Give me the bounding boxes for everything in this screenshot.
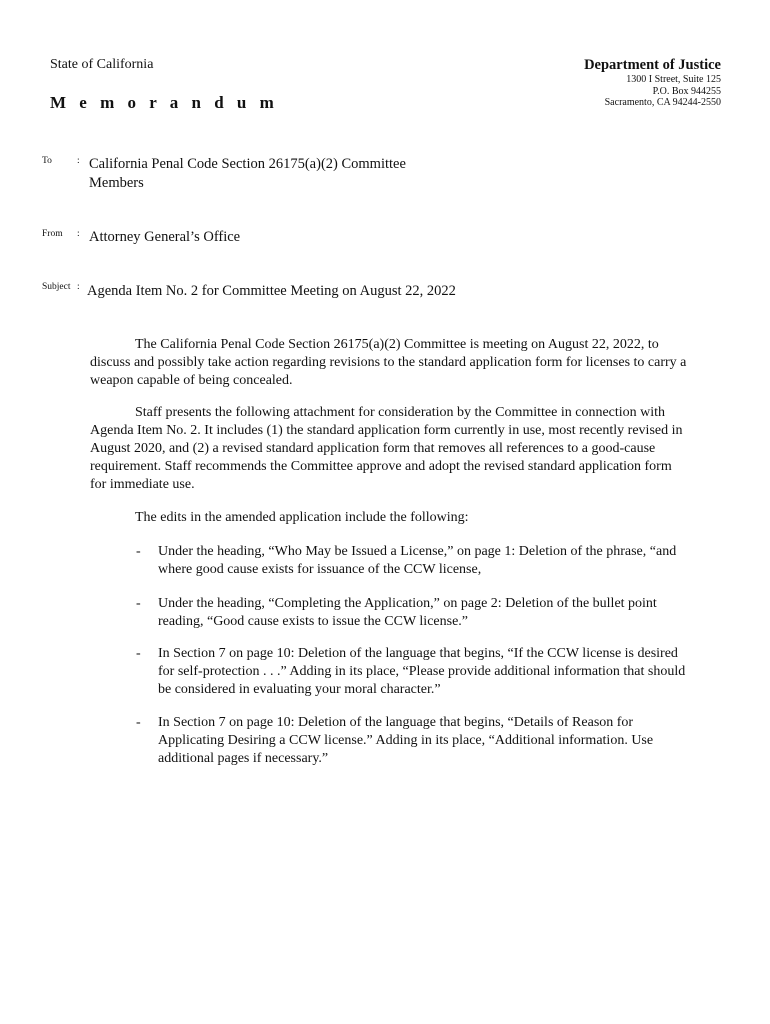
subject-value: Agenda Item No. 2 for Committee Meeting on August 22, 2022 xyxy=(87,283,456,299)
body-paragraph-1 xyxy=(90,336,688,390)
from-value: Attorney General’s Office xyxy=(89,229,241,245)
bullet-text: In Section 7 on page 10: Deletion of the language that begins, “Details of Reason for Applicating Desiring a CCW license.” Adding in its place, “Additional information. Use additional pages if necessary.” xyxy=(158,715,654,766)
bullet-dash: - xyxy=(136,596,141,611)
to-value: California Penal Code Section 26175(a)(2) Committee Members xyxy=(89,156,406,191)
from-label: From xyxy=(42,229,63,239)
subject-label: Subject xyxy=(42,282,71,292)
to-colon: : xyxy=(77,156,80,166)
list-item xyxy=(136,595,688,631)
memo-title: M e m o r a n d u m xyxy=(50,93,279,112)
body-paragraph-2 xyxy=(90,404,688,494)
paragraph-text: The California Penal Code Section 26175(a)(2) Committee is meeting on August 22, 2022, to discuss and possibly take action regarding revisions to the standard application form for licenses to carry a weapon capable of being concealed. xyxy=(90,337,687,388)
to-label: To xyxy=(42,156,52,166)
list-item xyxy=(136,645,688,699)
bullet-dash: - xyxy=(136,646,141,661)
bullet-text: Under the heading, “Who May be Issued a License,” on page 1: Deletion of the phrase, “and where good cause exists for issuance of the CCW license, xyxy=(158,544,677,577)
bullet-text: Under the heading, “Completing the Application,” on page 2: Deletion of the bullet point reading, “Good cause exists to issue the CCW license.” xyxy=(158,596,657,629)
paragraph-text: Staff presents the following attachment for consideration by the Committee in connection with Agenda Item No. 2. It includes (1) the standard application form currently in use, most recently revised in August 2020, and (2) a revised standard application form that removes all references to a good-cause requirement. Staff recommends the Committee approve and adopt the revised standard application form for immediate use. xyxy=(90,405,683,492)
list-item xyxy=(136,714,688,768)
from-colon: : xyxy=(77,229,80,239)
address-line: 1300 I Street, Suite 125 xyxy=(626,74,721,85)
bullet-dash: - xyxy=(136,715,141,730)
edits-intro: The edits in the amended application include the following: xyxy=(135,510,469,525)
bullet-text: In Section 7 on page 10: Deletion of the language that begins, “If the CCW license is desired for self-protection . . .” Adding in its place, “Please provide additional information that should be considered in evaluating your moral character.” xyxy=(158,646,686,697)
address-line: Sacramento, CA 94244-2550 xyxy=(604,97,721,108)
state-name: State of California xyxy=(50,57,154,72)
department-block xyxy=(584,57,721,109)
bullet-dash: - xyxy=(136,544,141,559)
department-name: Department of Justice xyxy=(584,57,721,73)
subject-colon: : xyxy=(77,282,80,292)
list-item xyxy=(136,543,688,579)
address-line: P.O. Box 944255 xyxy=(652,85,721,97)
